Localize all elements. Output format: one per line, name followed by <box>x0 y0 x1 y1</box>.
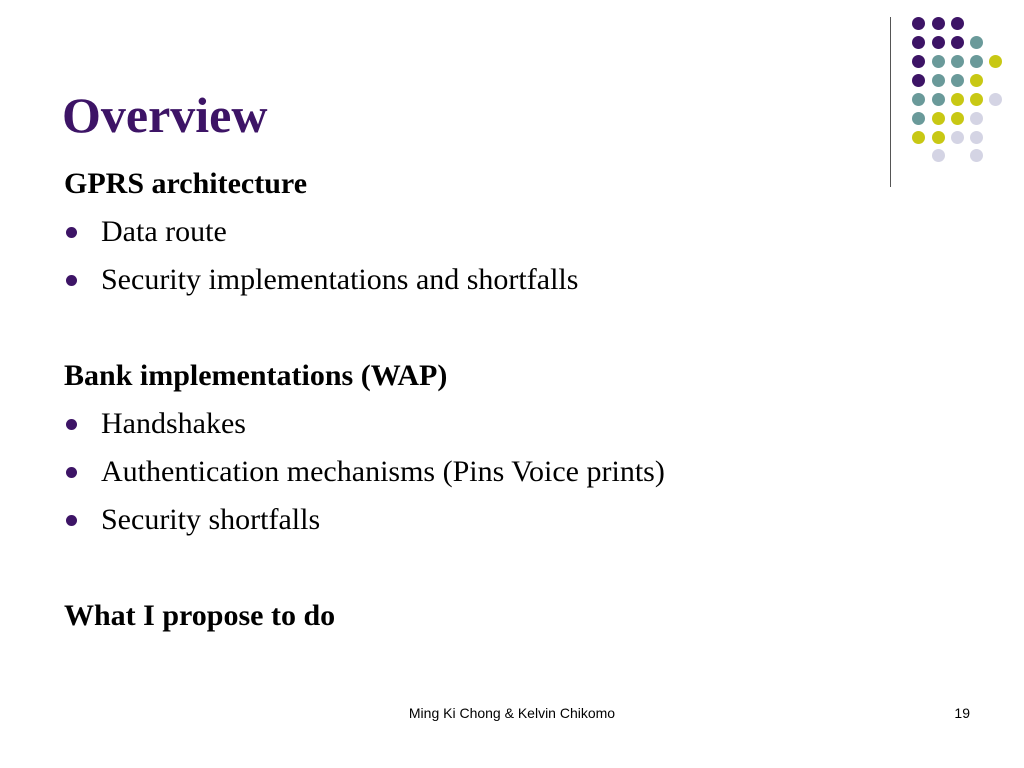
slide-body <box>64 160 964 640</box>
decorative-dot <box>912 131 925 144</box>
decorative-dot <box>912 93 925 106</box>
decorative-dot <box>932 17 945 30</box>
decorative-dot <box>912 112 925 125</box>
section-heading-bank: Bank implementations (WAP) <box>64 359 448 392</box>
bullet-dot-icon <box>66 419 77 430</box>
bullet-item <box>64 208 964 256</box>
bullet-dot-icon <box>66 227 77 238</box>
bullet-dot-icon <box>66 515 77 526</box>
decorative-dot <box>951 93 964 106</box>
decorative-dot <box>951 74 964 87</box>
bullet-item <box>64 496 964 544</box>
footer-page-number: 19 <box>954 705 970 721</box>
decorative-dot <box>970 36 983 49</box>
decorative-dot <box>951 17 964 30</box>
decorative-dot <box>951 112 964 125</box>
decorative-dot <box>951 131 964 144</box>
bullet-item <box>64 400 964 448</box>
decorative-dot <box>932 36 945 49</box>
bullet-dot-icon <box>66 467 77 478</box>
decorative-dot <box>951 36 964 49</box>
decorative-dot <box>932 55 945 68</box>
decorative-dot <box>912 74 925 87</box>
decorative-dot <box>912 17 925 30</box>
bullet-text: Security shortfalls <box>101 503 321 536</box>
slide-title: Overview <box>62 87 268 143</box>
decorative-dot <box>970 74 983 87</box>
decorative-dot <box>989 55 1002 68</box>
footer-authors: Ming Ki Chong & Kelvin Chikomo <box>408 705 616 721</box>
decorative-dot <box>970 55 983 68</box>
decorative-dot <box>970 149 983 162</box>
decorative-dot <box>912 55 925 68</box>
section-heading-gprs: GPRS architecture <box>64 167 308 200</box>
decorative-dot <box>989 93 1002 106</box>
bullet-item <box>64 448 964 496</box>
decorative-dot <box>932 131 945 144</box>
decorative-dot <box>932 93 945 106</box>
decorative-dot <box>970 112 983 125</box>
bullet-text: Authentication mechanisms (Pins Voice prints) <box>101 455 665 488</box>
section-heading-proposal: What I propose to do <box>64 599 336 632</box>
decorative-dot <box>970 131 983 144</box>
bullet-text: Handshakes <box>101 407 246 440</box>
decorative-dot <box>951 55 964 68</box>
bullet-dot-icon <box>66 275 77 286</box>
decorative-dot <box>932 112 945 125</box>
decorative-dot-grid <box>0 0 1024 170</box>
decorative-dot <box>912 36 925 49</box>
bullet-text: Security implementations and shortfalls <box>101 263 579 296</box>
bullet-text: Data route <box>101 215 227 248</box>
bullet-item <box>64 256 964 304</box>
decorative-dot <box>932 74 945 87</box>
decorative-dot <box>970 93 983 106</box>
